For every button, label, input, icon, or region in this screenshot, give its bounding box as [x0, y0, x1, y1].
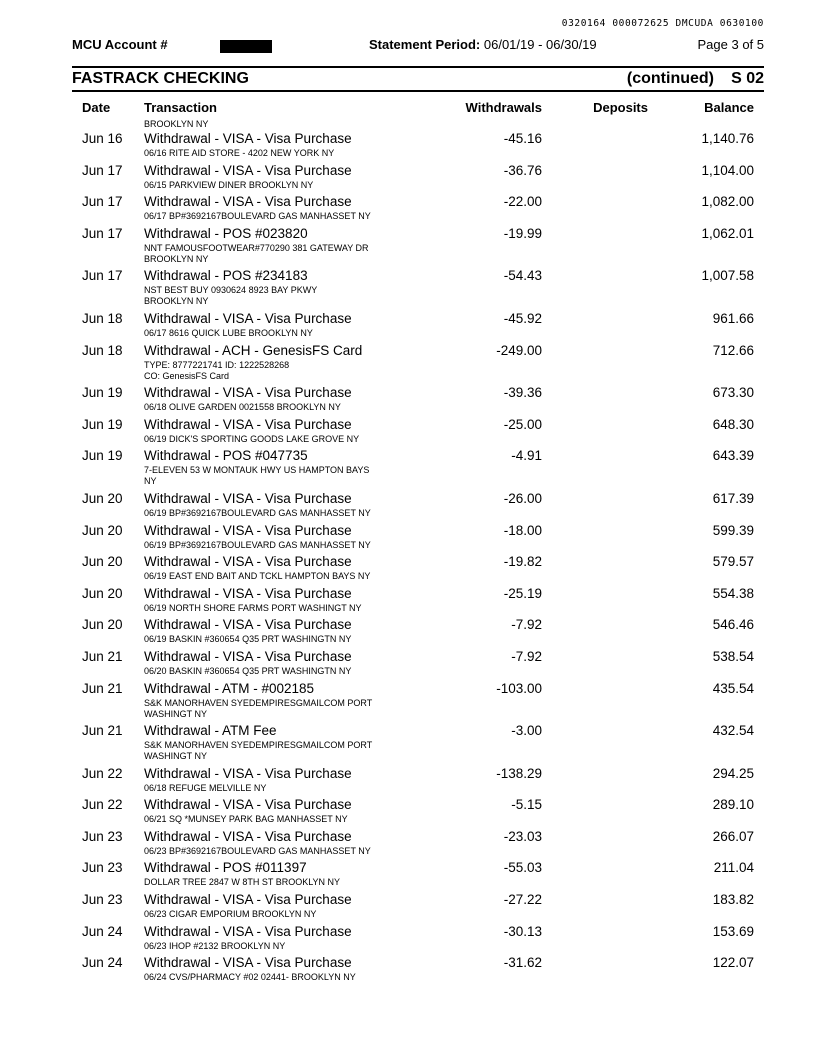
transaction-balance: 211.04 [713, 860, 754, 876]
transaction-withdrawal: -30.13 [503, 923, 542, 939]
transaction-detail [144, 465, 384, 487]
transaction-date: Jun 17 [82, 268, 123, 284]
period-label: Statement Period: [369, 37, 481, 52]
transaction-detail [144, 740, 384, 762]
transaction-detail [144, 571, 384, 582]
transaction-row [0, 829, 816, 861]
transaction-balance: 266.07 [712, 828, 754, 844]
transaction-withdrawal: -249.00 [496, 342, 542, 358]
transaction-balance: 294.25 [712, 765, 754, 781]
transaction-row [0, 649, 816, 681]
transaction-balance: 1,140.76 [701, 131, 754, 146]
transaction-detail-line: 06/17 BP#3692167BOULEVARD GAS MANHASSET NY [144, 211, 371, 222]
transaction-withdrawal: -31.62 [503, 955, 542, 971]
transaction-row [0, 617, 816, 649]
transaction-balance: 1,007.58 [701, 268, 754, 284]
header-divider [72, 66, 764, 68]
transaction-detail-line: NNT FAMOUSFOOTWEAR#770290 381 GATEWAY DR [144, 242, 369, 253]
transaction-detail [144, 877, 384, 888]
transaction-withdrawal: -4.91 [511, 448, 542, 464]
transaction-detail [144, 540, 384, 551]
transaction-withdrawal: -25.19 [503, 585, 542, 601]
transaction-date: Jun 18 [82, 342, 123, 358]
transaction-detail-line: 7-ELEVEN 53 W MONTAUK HWY US HAMPTON BAYS [144, 465, 370, 476]
continued-label: (continued) [626, 70, 714, 87]
transaction-detail [144, 783, 384, 794]
transaction-detail-line: NST BEST BUY 0930624 8923 BAY PKWY [144, 285, 318, 296]
transaction-description: Withdrawal - VISA - Visa Purchase [144, 797, 352, 813]
transaction-detail-line: 06/21 SQ *MUNSEY PARK BAG MANHASSET NY [144, 814, 348, 825]
period-value: 06/01/19 - 06/30/19 [483, 37, 597, 52]
transaction-row [0, 194, 816, 226]
transaction-row [0, 491, 816, 523]
transaction-detail-line: DOLLAR TREE 2847 W 8TH ST BROOKLYN NY [144, 877, 341, 888]
transaction-withdrawal: -138.29 [496, 765, 542, 781]
account-label: MCU Account # [72, 37, 168, 52]
transaction-description: Withdrawal - VISA - Visa Purchase [144, 131, 352, 146]
transaction-detail-line: NY [144, 476, 157, 487]
transaction-detail-line: 06/19 BASKIN #360654 Q35 PRT WASHINGTN NY [144, 634, 352, 645]
transaction-description: Withdrawal - VISA - Visa Purchase [144, 385, 352, 401]
transaction-date: Jun 17 [82, 225, 123, 241]
transaction-row [0, 417, 816, 449]
transaction-description: Withdrawal - ACH - GenesisFS Card [144, 342, 363, 358]
col-header-balance: Balance [704, 100, 754, 115]
transaction-detail [144, 698, 384, 720]
transaction-withdrawal: -103.00 [496, 680, 542, 696]
transaction-balance: 712.66 [712, 342, 754, 358]
transaction-withdrawal: -54.43 [503, 268, 542, 284]
transaction-detail-line: 06/17 8616 QUICK LUBE BROOKLYN NY [144, 327, 313, 338]
transaction-withdrawal: -19.99 [503, 225, 542, 241]
transaction-description: Withdrawal - VISA - Visa Purchase [144, 617, 352, 633]
transaction-description: Withdrawal - VISA - Visa Purchase [144, 162, 352, 178]
transaction-detail [144, 328, 384, 339]
transaction-description: Withdrawal - VISA - Visa Purchase [144, 554, 352, 570]
col-header-date: Date [82, 100, 111, 115]
transaction-row [0, 226, 816, 269]
transaction-detail-line: 06/19 BP#3692167BOULEVARD GAS MANHASSET NY [144, 539, 371, 550]
transaction-withdrawal: -26.00 [503, 490, 542, 506]
statement-header [72, 37, 764, 55]
transaction-row [0, 860, 816, 892]
transaction-detail [144, 666, 384, 677]
transaction-balance: 183.82 [712, 892, 754, 908]
transaction-detail-line: 06/15 PARKVIEW DINER BROOKLYN NY [144, 179, 314, 190]
transaction-detail-line: BROOKLYN NY [144, 253, 209, 264]
transaction-date: Jun 17 [82, 162, 123, 178]
transaction-row [0, 448, 816, 491]
transaction-date: Jun 21 [82, 648, 123, 664]
transaction-description: Withdrawal - VISA - Visa Purchase [144, 522, 352, 538]
transaction-date: Jun 21 [82, 680, 123, 696]
section-title-row [72, 70, 764, 90]
transaction-withdrawal: -45.92 [503, 310, 542, 326]
redacted-account-number [220, 40, 272, 53]
transaction-description: Withdrawal - VISA - Visa Purchase [144, 648, 352, 664]
page-number: Page 3 of 5 [697, 37, 764, 52]
transaction-detail [144, 360, 384, 382]
transaction-detail [144, 285, 384, 307]
transaction-detail-line: 06/24 CVS/PHARMACY #02 02441- BROOKLYN NY [144, 972, 356, 983]
transaction-date: Jun 24 [82, 955, 123, 971]
transaction-row [0, 955, 816, 987]
transaction-balance: 648.30 [712, 416, 754, 432]
transaction-withdrawal: -23.03 [503, 828, 542, 844]
transaction-row [0, 523, 816, 555]
transaction-balance: 153.69 [712, 923, 754, 939]
transaction-withdrawal: -25.00 [503, 416, 542, 432]
transaction-detail-line: WASHINGT NY [144, 751, 208, 762]
transaction-row [0, 385, 816, 417]
transaction-description: Withdrawal - VISA - Visa Purchase [144, 892, 352, 908]
transaction-balance: 617.39 [712, 490, 754, 506]
transaction-description: Withdrawal - VISA - Visa Purchase [144, 585, 352, 601]
transaction-description: Withdrawal - VISA - Visa Purchase [144, 310, 352, 326]
transaction-detail [144, 211, 384, 222]
transaction-date: Jun 20 [82, 554, 123, 570]
transaction-description: Withdrawal - POS #234183 [144, 268, 308, 284]
section-title: FASTRACK CHECKING [72, 70, 249, 87]
transaction-description: Withdrawal - POS #023820 [144, 225, 308, 241]
transaction-date: Jun 20 [82, 490, 123, 506]
transaction-row [0, 311, 816, 343]
transaction-withdrawal: -7.92 [511, 648, 542, 664]
transaction-detail-line: S&K MANORHAVEN SYEDEMPIRESGMAILCOM PORT [144, 740, 373, 751]
transaction-row [0, 586, 816, 618]
statement-code-line: 0320164 000072625 DMCUDA 0630100 [561, 18, 764, 29]
transaction-description: Withdrawal - POS #011397 [144, 860, 307, 876]
statement-period [369, 37, 597, 52]
transaction-detail [144, 243, 384, 265]
col-header-withdrawals: Withdrawals [465, 100, 542, 115]
transaction-detail-line: 06/23 IHOP #2132 BROOKLYN NY [144, 940, 286, 951]
transaction-balance: 538.54 [712, 648, 754, 664]
column-headers [0, 100, 816, 116]
transaction-detail-line: 06/19 DICK'S SPORTING GOODS LAKE GROVE NY [144, 433, 360, 444]
transaction-withdrawal: -55.03 [503, 860, 542, 876]
transaction-detail [144, 972, 384, 983]
transaction-detail-line: 06/18 REFUGE MELVILLE NY [144, 782, 267, 793]
transaction-row [0, 892, 816, 924]
transaction-detail-line: TYPE: 8777221741 ID: 1222528268 [144, 359, 290, 370]
transaction-detail [144, 846, 384, 857]
transaction-row [0, 797, 816, 829]
transaction-detail [144, 402, 384, 413]
transaction-description: Withdrawal - VISA - Visa Purchase [144, 955, 352, 971]
transaction-description: Withdrawal - POS #047735 [144, 448, 308, 464]
transaction-date: Jun 23 [82, 828, 123, 844]
transaction-balance: 432.54 [712, 723, 754, 739]
transaction-withdrawal: -36.76 [503, 162, 542, 178]
transaction-detail [144, 909, 384, 920]
transaction-date: Jun 23 [82, 860, 123, 876]
transaction-description: Withdrawal - VISA - Visa Purchase [144, 416, 352, 432]
transaction-date: Jun 20 [82, 617, 123, 633]
transaction-detail [144, 180, 384, 191]
transaction-withdrawal: -18.00 [503, 522, 542, 538]
transaction-detail-line: 06/16 RITE AID STORE - 4202 NEW YORK NY [144, 148, 335, 158]
transaction-date: Jun 17 [82, 194, 123, 210]
transaction-description: Withdrawal - ATM Fee [144, 723, 277, 739]
transaction-row [0, 163, 816, 195]
section-code: S 02 [731, 70, 764, 87]
transaction-balance: 122.07 [712, 955, 754, 971]
transaction-row [0, 924, 816, 956]
transaction-row [0, 268, 816, 311]
transaction-date: Jun 20 [82, 522, 123, 538]
transaction-balance: 599.39 [712, 522, 754, 538]
transaction-withdrawal: -39.36 [503, 385, 542, 401]
transaction-row [0, 681, 816, 724]
transaction-withdrawal: -27.22 [503, 892, 542, 908]
transaction-withdrawal: -7.92 [511, 617, 542, 633]
transaction-row [0, 343, 816, 386]
transaction-date: Jun 22 [82, 765, 123, 781]
transaction-balance: 579.57 [712, 554, 754, 570]
transaction-date: Jun 22 [82, 797, 123, 813]
transaction-row [0, 554, 816, 586]
transaction-description: Withdrawal - VISA - Visa Purchase [144, 194, 352, 210]
transaction-detail-line: 06/23 BP#3692167BOULEVARD GAS MANHASSET NY [144, 845, 371, 856]
transaction-detail-line: 06/19 EAST END BAIT AND TCKL HAMPTON BAYS NY [144, 571, 371, 582]
col-header-transaction: Transaction [144, 100, 217, 115]
carried-over-detail: BROOKLYN NY [144, 119, 209, 129]
transaction-date: Jun 18 [82, 310, 123, 326]
transaction-balance: 961.66 [712, 310, 754, 326]
transaction-balance: 546.46 [712, 617, 754, 633]
transaction-row [0, 723, 816, 766]
transaction-row [0, 766, 816, 798]
transaction-withdrawal: -19.82 [503, 554, 542, 570]
transaction-detail-line: 06/20 BASKIN #360654 Q35 PRT WASHINGTN NY [144, 665, 352, 676]
transaction-detail [144, 814, 384, 825]
transaction-description: Withdrawal - VISA - Visa Purchase [144, 765, 352, 781]
transaction-detail [144, 634, 384, 645]
transaction-description: Withdrawal - ATM - #002185 [144, 680, 315, 696]
col-header-deposits: Deposits [593, 100, 648, 115]
transaction-date: Jun 19 [82, 448, 123, 464]
transaction-withdrawal: -3.00 [511, 723, 542, 739]
transaction-detail [144, 434, 384, 445]
transaction-balance: 435.54 [712, 680, 754, 696]
transaction-balance: 643.39 [712, 448, 754, 464]
transaction-detail [144, 148, 384, 159]
transaction-balance: 1,062.01 [701, 225, 754, 241]
transaction-detail-line: BROOKLYN NY [144, 296, 209, 307]
transaction-description: Withdrawal - VISA - Visa Purchase [144, 490, 352, 506]
transaction-balance: 673.30 [712, 385, 754, 401]
transaction-description: Withdrawal - VISA - Visa Purchase [144, 828, 352, 844]
transaction-withdrawal: -45.16 [503, 131, 542, 146]
transaction-detail [144, 941, 384, 952]
transaction-detail-line: 06/23 CIGAR EMPORIUM BROOKLYN NY [144, 909, 317, 920]
transaction-description: Withdrawal - VISA - Visa Purchase [144, 923, 352, 939]
transaction-withdrawal: -5.15 [511, 797, 542, 813]
transaction-date: Jun 21 [82, 723, 123, 739]
transaction-date: Jun 16 [82, 131, 123, 146]
transaction-row [0, 131, 816, 163]
transaction-detail [144, 508, 384, 519]
transaction-date: Jun 24 [82, 923, 123, 939]
transaction-balance: 1,082.00 [701, 194, 754, 210]
transaction-list [0, 131, 816, 987]
section-divider [72, 90, 764, 92]
transaction-detail-line: 06/18 OLIVE GARDEN 0021558 BROOKLYN NY [144, 402, 341, 413]
transaction-date: Jun 20 [82, 585, 123, 601]
transaction-detail-line: 06/19 BP#3692167BOULEVARD GAS MANHASSET NY [144, 507, 371, 518]
transaction-withdrawal: -22.00 [503, 194, 542, 210]
transaction-date: Jun 23 [82, 892, 123, 908]
transaction-detail-line: S&K MANORHAVEN SYEDEMPIRESGMAILCOM PORT [144, 697, 373, 708]
transaction-detail-line: 06/19 NORTH SHORE FARMS PORT WASHINGT NY [144, 602, 362, 613]
transaction-date: Jun 19 [82, 416, 123, 432]
transaction-balance: 1,104.00 [701, 162, 754, 178]
transaction-balance: 554.38 [712, 585, 754, 601]
transaction-detail-line: CO: GenesisFS Card [144, 370, 230, 381]
transaction-balance: 289.10 [712, 797, 754, 813]
transaction-detail-line: WASHINGT NY [144, 708, 208, 719]
transaction-detail [144, 603, 384, 614]
transaction-date: Jun 19 [82, 385, 123, 401]
